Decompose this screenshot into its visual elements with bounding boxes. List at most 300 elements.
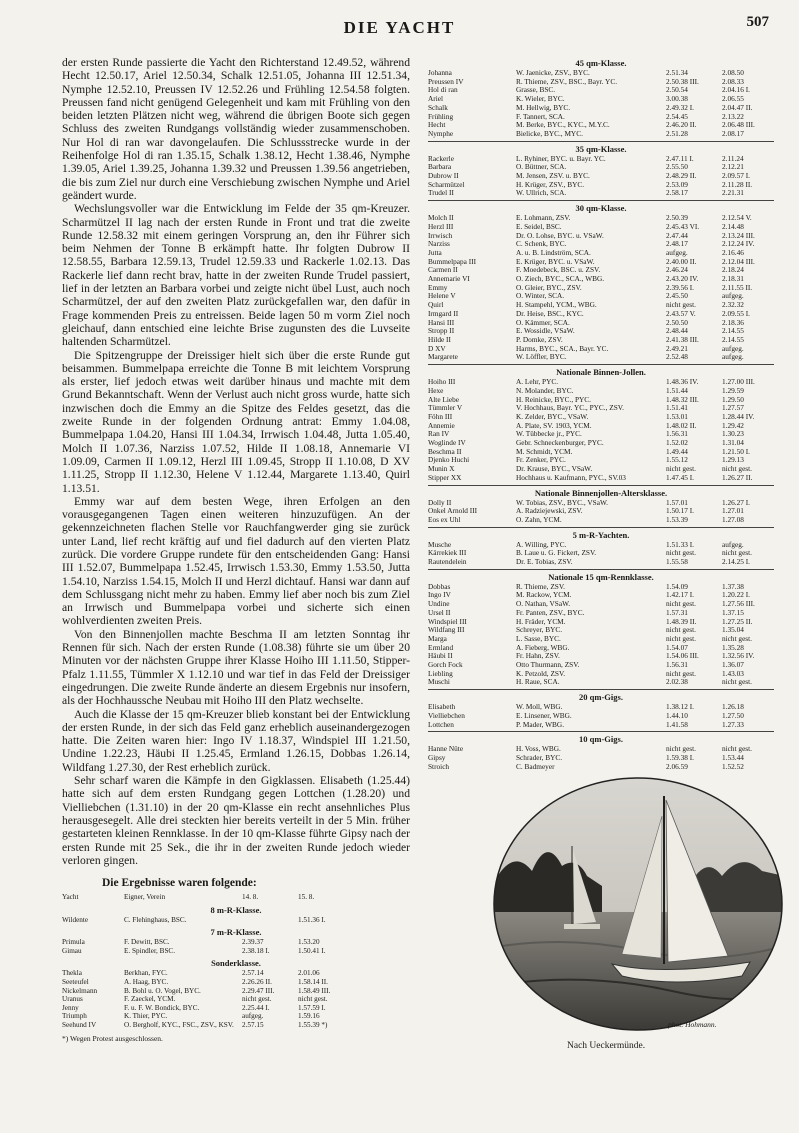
table-cell: O. Nathan, VSaW. xyxy=(516,600,571,609)
results-heading: Die Ergebnisse waren folgende: xyxy=(102,877,257,890)
table-cell: Schreyer, BYC. xyxy=(516,626,563,635)
table-cell: Stroich xyxy=(428,762,450,771)
table-cell: nicht gest. xyxy=(242,995,272,1004)
table-row xyxy=(428,422,774,431)
table-row xyxy=(428,172,774,181)
table-row xyxy=(428,284,774,293)
table-cell: Helene V xyxy=(428,292,456,301)
table-cell: 2.25.44 I. xyxy=(242,1003,270,1012)
table-cell: Eos ex Uhl xyxy=(428,515,461,524)
table-cell: O. Zahn, YCM. xyxy=(516,515,562,524)
table-cell: A. Haag, BYC. xyxy=(124,978,169,987)
table-cell: 1.57.59 I. xyxy=(298,1003,326,1012)
table-cell: Fr. Hahn, ZSV. xyxy=(516,652,560,661)
table-cell: Primula xyxy=(62,938,85,947)
table-cell: 2.18.31 xyxy=(722,275,744,284)
table-cell: 1.54.09 xyxy=(666,582,688,591)
table-cell: A. u. B. Lindström, SCA. xyxy=(516,248,591,257)
table-cell: 1.26.18 xyxy=(722,703,744,712)
table-cell: 1.56.31 xyxy=(666,430,688,439)
table-cell: 2.48.29 II. xyxy=(666,172,697,181)
table-cell: 1.50.17 I. xyxy=(666,507,694,516)
table-cell: P. Domke, ZSV. xyxy=(516,335,563,344)
table-cell: 2.01.06 xyxy=(298,969,320,978)
table-cell: 1.27.33 xyxy=(722,720,744,729)
table-cell: M. Hellwig, BYC. xyxy=(516,103,571,112)
table-cell: nicht gest. xyxy=(298,995,328,1004)
article-paragraph: Emmy war auf dem besten Wege, ihren Erfolgen an den vorausgegangenen Tagen einen weiteren hinzuzufügen. An der gekennzeichneten flachen Stelle vor Rauchfangwerder ging sie zurück unter Land, lief recht kräftig auf und fiel dadurch auf den vierten Platz zurück. Die vordere Gruppe rundete für den entscheidenden Gang: Hansi III 1.52.07, Bummelpapa 1.52.45, Irrwisch 1.53.30, Emmy 1.53.50, Jutta 1.54.10, Narziss 1.54.15, Molch II und Herzl dichtauf. Hansi war dann auf dem Schlussgang nicht mehr zu haben. Emmy lief aber noch bis zum Ziel an Irrwisch und Bummelpapa vorbei und sicherte sich einen wohlverdienten zweiten Preis. xyxy=(62,494,410,628)
table-cell: 2.45.43 VI. xyxy=(666,222,700,231)
table-row xyxy=(428,249,774,258)
table-cell: Windspiel III xyxy=(428,617,467,626)
table-cell: nicht gest. xyxy=(722,678,752,687)
table-cell: 2.51.28 xyxy=(666,129,688,138)
table-row xyxy=(428,345,774,354)
table-row xyxy=(62,978,410,987)
table-cell: nicht gest. xyxy=(722,465,752,474)
table-cell: 1.58.14 II. xyxy=(298,978,328,987)
table-cell: F. Zaeckel, YCM. xyxy=(124,995,176,1004)
table-cell: Molch II xyxy=(428,214,454,223)
table-cell: 2.43.20 IV. xyxy=(666,275,699,284)
table-row xyxy=(428,626,774,635)
table-cell: Beschma II xyxy=(428,447,462,456)
table-cell: W. Jaenicke, ZSV., BYC. xyxy=(516,69,590,77)
table-cell: K. Petzold, ZSV. xyxy=(516,669,566,678)
table-cell: 1.42.17 I. xyxy=(666,591,694,600)
table-cell: 1.38.12 I. xyxy=(666,703,694,712)
table-cell: 2.52.48 xyxy=(666,353,688,362)
table-cell: Fr. Zenker, PYC. xyxy=(516,456,566,465)
table-cell: Dr. Krause, BYC., VSaW. xyxy=(516,465,593,474)
table-cell: M. Berke, BYC., KYC., M.Y.C. xyxy=(516,121,610,130)
class-heading: 8 m-R-Klasse. xyxy=(210,904,262,915)
table-cell: nicht gest. xyxy=(722,745,752,754)
table-row xyxy=(428,240,774,249)
table-cell: Seehund IV xyxy=(62,1021,97,1030)
table-cell: Ariel xyxy=(428,95,443,104)
table-cell: 1.29.42 xyxy=(722,421,744,430)
table-cell: 1.27.01 xyxy=(722,507,744,516)
table-cell: 2.11.24 xyxy=(722,154,744,163)
table-cell: Carmen II xyxy=(428,266,458,275)
table-cell: 2.49.21 xyxy=(666,344,688,353)
table-cell: H. Reinicke, BYC., PYC. xyxy=(516,395,591,404)
table-cell: 2.55.50 xyxy=(666,163,688,172)
table-cell: 2.12.54 V. xyxy=(722,214,752,223)
table-cell: Scharmützel xyxy=(428,180,465,189)
table-cell: O. Ziech, BYC., SCA., WBG. xyxy=(516,275,605,284)
table-cell: 2.43.57 V. xyxy=(666,309,696,318)
table-cell: 2.06.59 xyxy=(666,762,688,771)
table-cell: aufgeg. xyxy=(722,353,744,362)
photo-credit: phot. Hohmann. xyxy=(668,1020,717,1029)
table-row xyxy=(428,292,774,301)
table-cell: 2.11.55 II. xyxy=(722,283,753,292)
table-row xyxy=(428,600,774,609)
table-row xyxy=(428,301,774,310)
table-cell: Dubrow II xyxy=(428,172,459,181)
table-cell: Kärrekiek III xyxy=(428,549,467,558)
table-cell: C. Flehinghaus, BSC. xyxy=(124,915,187,924)
table-cell: 1.37.38 xyxy=(722,582,744,591)
table-cell: Herzl III xyxy=(428,222,454,231)
class-heading: 30 qm-Klasse. xyxy=(575,203,627,214)
table-cell: Irmgard II xyxy=(428,309,459,318)
table-cell: R. Thieme, ZSV., BSC., Bayr. YC. xyxy=(516,77,618,86)
table-cell: 2.04.47 II. xyxy=(722,103,753,112)
table-cell: 2.49.32 I. xyxy=(666,103,694,112)
table-cell: Hanne Nüte xyxy=(428,745,464,754)
table-cell: 1.37.15 xyxy=(722,608,744,617)
table-cell: C. Schenk, BYC. xyxy=(516,240,567,249)
table-cell: Jutta xyxy=(428,248,442,257)
table-cell: 2.08.17 xyxy=(722,129,744,138)
section-divider xyxy=(428,527,774,528)
table-cell: E. Wossidle, VSaW. xyxy=(516,327,575,336)
table-cell: 1.43.03 xyxy=(722,669,744,678)
table-cell: 2.26.26 II. xyxy=(242,978,272,987)
table-cell: 1.53.01 xyxy=(666,412,688,421)
table-cell: Uranus xyxy=(62,995,83,1004)
table-row xyxy=(62,969,410,978)
sailing-photo xyxy=(492,776,784,1032)
table-row xyxy=(428,618,774,627)
table-cell: 2.13.22 xyxy=(722,112,744,121)
table-row xyxy=(428,583,774,592)
table-cell: W. Ullrich, SCA. xyxy=(516,189,567,198)
table-cell: Narziss xyxy=(428,240,450,249)
class-heading: 10 qm-Gigs. xyxy=(579,734,623,745)
class-heading: 5 m-R-Yachten. xyxy=(572,529,630,540)
table-cell: 1.32.56 IV. xyxy=(722,652,755,661)
table-cell: 2.12.24 IV. xyxy=(722,240,755,249)
table-cell: Hansi III xyxy=(428,318,455,327)
table-cell: L. Ryhiner, BYC. u. Bayr. YC. xyxy=(516,154,606,163)
table-cell: 2.18.36 xyxy=(722,318,744,327)
table-cell: Stipper XX xyxy=(428,473,462,482)
section-divider xyxy=(428,364,774,365)
table-row xyxy=(428,678,774,687)
table-cell: L. Sasse, BYC. xyxy=(516,634,561,643)
table-cell: 1.54.07 xyxy=(666,643,688,652)
table-cell: K. Thier, PYC. xyxy=(124,1012,168,1021)
table-cell: 2.39.56 I. xyxy=(666,283,694,292)
table-cell: nicht gest. xyxy=(666,301,696,310)
table-cell: 1.48.36 IV. xyxy=(666,378,699,387)
table-cell: 1.35.28 xyxy=(722,643,744,652)
table-cell: 1.51.36 I. xyxy=(298,915,326,924)
table-cell: H. Fräder, YCM. xyxy=(516,617,566,626)
table-cell: Dr. E. Tobias, ZSV. xyxy=(516,558,573,567)
table-cell: O. Gleier, BYC., ZSV. xyxy=(516,283,582,292)
table-cell: 2.48.44 xyxy=(666,327,688,336)
table-cell: 2.14.25 I. xyxy=(722,558,750,567)
table-cell: 1.58.49 III. xyxy=(298,986,331,995)
table-cell: 2.08.33 xyxy=(722,77,744,86)
page-number: 507 xyxy=(746,14,769,30)
table-cell: E. Seidel, BSC. xyxy=(516,222,562,231)
section-divider xyxy=(428,141,774,142)
table-cell: 1.59.38 I. xyxy=(666,754,694,762)
table-cell: Hochhaus u. Kaufmann, PYC., SV.03 xyxy=(516,473,626,482)
table-cell: Jenny xyxy=(62,1003,79,1012)
table-cell: Woglinde IV xyxy=(428,439,466,448)
table-row xyxy=(428,541,774,550)
table-cell: Ermland xyxy=(428,643,454,652)
table-cell: aufgeg. xyxy=(666,248,688,257)
table-row xyxy=(428,721,774,730)
table-cell: 1.55.39 *) xyxy=(298,1021,328,1030)
table-cell: Musche xyxy=(428,540,452,549)
table-cell: 2.45.50 xyxy=(666,292,688,301)
table-cell: Hilde II xyxy=(428,335,451,344)
table-cell: H. Stampehl, YCM., WBG. xyxy=(516,301,597,310)
column-header: Eigner, Verein xyxy=(124,893,166,902)
table-cell: Lottchen xyxy=(428,720,454,729)
table-row xyxy=(428,69,774,78)
table-cell: C. Badmeyer xyxy=(516,762,555,771)
table-cell: 1.26.27 II. xyxy=(722,473,753,482)
table-cell: Tümmler V xyxy=(428,404,463,413)
table-row xyxy=(428,745,774,754)
table-cell: D XV xyxy=(428,344,446,353)
table-cell: aufgeg. xyxy=(722,292,744,301)
article-text xyxy=(62,56,410,867)
table-cell: 2.09.55 I. xyxy=(722,309,750,318)
table-cell: 1.29.50 xyxy=(722,395,744,404)
table-row xyxy=(428,754,774,763)
table-cell: E. Lohmann, ZSV. xyxy=(516,214,571,223)
table-cell: W. Tobias, ZSV., BYC., VSaW. xyxy=(516,498,609,507)
table-cell: 2.40.00 II. xyxy=(666,257,697,266)
table-row xyxy=(428,465,774,474)
table-cell: F. Moedebeck, BSC. u. ZSV. xyxy=(516,266,601,275)
table-row xyxy=(428,378,774,387)
table-cell: Emmy xyxy=(428,283,448,292)
page-title: DIE YACHT xyxy=(343,18,456,37)
table-cell: R. Thieme, ZSV. xyxy=(516,582,565,591)
table-row xyxy=(428,189,774,198)
table-cell: 2.46.20 II. xyxy=(666,121,697,130)
table-row xyxy=(428,232,774,241)
table-row xyxy=(428,319,774,328)
table-cell: 1.35.04 xyxy=(722,626,744,635)
table-cell: 1.28.44 IV. xyxy=(722,412,755,421)
table-cell: W. Moll, WBG. xyxy=(516,703,563,712)
table-cell: 2.57.14 xyxy=(242,969,264,978)
table-row xyxy=(428,95,774,104)
results-table-left xyxy=(62,893,410,1030)
table-cell: M. Rackow, YCM. xyxy=(516,591,572,600)
table-cell: A. Radziejewski, ZSV. xyxy=(516,507,583,516)
table-cell: 1.51.41 xyxy=(666,404,688,413)
table-cell: 1.52.52 xyxy=(722,762,744,771)
table-row xyxy=(428,181,774,190)
table-cell: B. Bohl u. O. Vogel, BYC. xyxy=(124,986,201,995)
table-row xyxy=(428,223,774,232)
table-cell: Hol di ran xyxy=(428,86,458,95)
table-row xyxy=(428,499,774,508)
table-cell: Djenko Huchi xyxy=(428,456,470,465)
table-cell: H. Krüger, ZSV., BYC. xyxy=(516,180,585,189)
table-cell: 2.46.24 xyxy=(666,266,688,275)
table-cell: Preussen IV xyxy=(428,77,464,86)
table-cell: Schrader, BYC. xyxy=(516,754,563,762)
table-cell: Alte Liebe xyxy=(428,395,459,404)
table-row xyxy=(428,336,774,345)
table-cell: 1.48.32 III. xyxy=(666,395,699,404)
table-cell: Dobbas xyxy=(428,582,451,591)
table-cell xyxy=(242,916,298,925)
table-cell: Berkhan, FYC. xyxy=(124,969,168,978)
table-cell: Gimau xyxy=(62,946,82,955)
table-cell: 2.50.39 xyxy=(666,214,688,223)
table-cell: aufgeg. xyxy=(242,1012,264,1021)
table-cell: Dr. Heise, BSC., KYC. xyxy=(516,309,584,318)
class-heading: Nationale 15 qm-Rennklasse. xyxy=(548,571,654,582)
table-row xyxy=(428,507,774,516)
table-cell: nicht gest. xyxy=(666,465,696,474)
class-heading: Nationale Binnen-Jollen. xyxy=(556,367,646,378)
article-paragraph: der ersten Runde passierte die Yacht den Richterstand 12.49.52, während Hecht 12.50.17, Ariel 12.50.34, Schalk 12.51.05, Johanna III 12.51.34, Nymphe 12.52.10, Preussen IV 12.52.26 und Frühling 12.54.58 folgten. Preussen fand nicht genügend Gelegenheit und kam mit Frühling von den beiden letzten Plätzen nicht weg, während die übrigen Boote sich gegen Schluss des zweiten Rundgangs vollständig wieder zusammenschoben. Nur Hol di ran war davongelaufen. Die Schlussstrecke wurde in der Reihenfolge Hol di ran 1.35.15, Schalk 1.38.12, Hecht 1.38.46, Nymphe 1.39.05, Ariel 1.39.25, Johanna 1.39.32 und Preussen 1.39.56 angetrieben, die bis zum Ziel nur durch eine Verschiebung zwischen Nymphe und Ariel geändert wurde. xyxy=(62,56,410,202)
table-row xyxy=(428,661,774,670)
table-row xyxy=(428,327,774,336)
table-row xyxy=(428,387,774,396)
table-row xyxy=(428,121,774,130)
table-cell: 1.59.16 xyxy=(298,1012,320,1021)
table-cell: 2.50.54 xyxy=(666,86,688,95)
table-cell: 1.44.10 xyxy=(666,711,688,720)
results-table-header xyxy=(62,893,410,902)
class-heading: Nationale Binnenjollen-Altersklasse. xyxy=(534,487,668,498)
footnote: *) Wegen Protest ausgeschlossen. xyxy=(62,1033,163,1043)
table-cell: Ingo IV xyxy=(428,591,451,600)
table-cell: Stropp II xyxy=(428,327,455,336)
table-row xyxy=(428,763,774,772)
table-cell: 2.08.50 xyxy=(722,69,744,77)
column-header: 14. 8. xyxy=(242,893,259,902)
table-row xyxy=(428,712,774,721)
table-cell: 1.27.57 xyxy=(722,404,744,413)
table-cell: P. Mader, WBG. xyxy=(516,720,565,729)
table-cell: 2.29.47 III. xyxy=(242,986,275,995)
table-cell: 1.27.56 III. xyxy=(722,600,755,609)
table-cell: B. Laue u. G. Fickert, ZSV. xyxy=(516,549,597,558)
table-row xyxy=(62,1012,410,1021)
table-cell: Nickelmann xyxy=(62,986,98,995)
table-row xyxy=(428,516,774,525)
article-paragraph: Die Spitzengruppe der Dreissiger hielt sich über die erste Runde gut beisammen. Bummelpapa erreichte die Tonne B mit leichtem Vorsprung als erster, lief jedoch etwas weit darüber hinaus und machte mit dem Grund Bekanntschaft. Wenn der Verlust auch nicht gross wurde, hatte sich inzwischen doch die Emmy an die Spitze des Feldes gesetzt, das die zweite Runde in der folgenden Ordnung antrat: Emmy 1.04.08, Bummelpapa 1.04.20, Hansi III 1.04.34, Irrwisch 1.04.48, Jutta 1.05.40, Molch II 1.07.36, Narziss 1.07.52, Hilde II 1.08.18, Annemarie VI 1.09.09, Carmen II 1.09.12, Herzl III 1.09.45, Stropp II 1.10.08, D XV 1.11.25, Stropp II 1.12.30, Helene V 1.12.44, Margarete 1.13.40, Quirl 1.13.51. xyxy=(62,348,410,495)
table-cell: aufgeg. xyxy=(722,540,744,549)
table-row xyxy=(428,652,774,661)
table-cell: Häubi II xyxy=(428,652,453,661)
table-cell: Gebr. Schneckenburger, PYC. xyxy=(516,439,604,448)
class-heading: 7 m-R-Klasse. xyxy=(210,927,262,938)
table-cell: 1.30.23 xyxy=(722,430,744,439)
table-cell: 1.26.27 I. xyxy=(722,498,750,507)
table-cell: 1.57.01 xyxy=(666,498,688,507)
table-cell: 2.12.21 xyxy=(722,163,744,172)
table-cell: 2.48.17 xyxy=(666,240,688,249)
table-cell: 1.53.20 xyxy=(298,938,320,947)
table-cell: 1.55.58 xyxy=(666,558,688,567)
table-cell: N. Molander, BYC. xyxy=(516,386,574,395)
table-cell: Otto Thurmann, ZSV. xyxy=(516,661,580,670)
table-cell: F. Dewitt, BSC. xyxy=(124,938,170,947)
class-heading: 35 qm-Klasse. xyxy=(575,143,627,154)
table-cell: H. Voss, WBG. xyxy=(516,745,561,754)
column-header: Yacht xyxy=(62,893,79,902)
table-cell: 2.09.57 I. xyxy=(722,172,750,181)
table-cell: 1.51.44 xyxy=(666,386,688,395)
table-cell: 2.41.38 III. xyxy=(666,335,699,344)
table-cell: Quirl xyxy=(428,301,444,310)
table-cell: 1.56.31 xyxy=(666,661,688,670)
table-row xyxy=(428,439,774,448)
table-row xyxy=(428,214,774,223)
table-cell: W. Tübbecke jr., PYC. xyxy=(516,430,582,439)
page-header xyxy=(0,14,799,38)
table-row xyxy=(428,155,774,164)
column-header: 15. 8. xyxy=(298,893,315,902)
table-cell: A. Fieberg, WBG. xyxy=(516,643,570,652)
table-cell: 1.53.44 xyxy=(722,754,744,762)
table-cell: Gorch Fock xyxy=(428,661,463,670)
table-cell: 1.52.02 xyxy=(666,439,688,448)
table-cell: E. Linsener, WBG. xyxy=(516,711,572,720)
table-cell: 1.27.50 xyxy=(722,711,744,720)
table-row xyxy=(428,310,774,319)
table-cell: M. Schmidt, YCM. xyxy=(516,447,573,456)
table-cell: nicht gest. xyxy=(722,634,752,643)
table-cell: 1.27.00 III. xyxy=(722,378,755,387)
table-cell: aufgeg. xyxy=(722,344,744,353)
table-cell: E. Krüger, BYC. u. VSaW. xyxy=(516,257,595,266)
table-cell: 1.48.02 II. xyxy=(666,421,697,430)
table-cell: O. Bergholf, KYC., FSC., ZSV., KSV. xyxy=(124,1021,234,1030)
table-cell: Bielicke, BYC., MYC. xyxy=(516,129,583,138)
table-row xyxy=(428,644,774,653)
table-cell: Fr. Panten, ZSV., BYC. xyxy=(516,608,585,617)
table-cell: 2.14.55 xyxy=(722,335,744,344)
table-cell: Barbara xyxy=(428,163,452,172)
table-cell: 1.20.22 I. xyxy=(722,591,750,600)
section-divider xyxy=(428,200,774,201)
table-cell: Vielliebchen xyxy=(428,711,465,720)
table-cell: Wildente xyxy=(62,915,89,924)
table-cell: nicht gest. xyxy=(666,634,696,643)
table-row xyxy=(428,104,774,113)
class-heading: Sonderklasse. xyxy=(211,958,261,969)
table-cell: nicht gest. xyxy=(666,549,696,558)
table-row xyxy=(428,635,774,644)
table-cell: 2.16.46 xyxy=(722,248,744,257)
table-cell: Thekla xyxy=(62,969,82,978)
table-cell: 2.06.55 xyxy=(722,95,744,104)
table-row xyxy=(428,703,774,712)
table-row xyxy=(428,474,774,483)
table-cell: 2.38.18 I. xyxy=(242,946,270,955)
table-cell: Trudel II xyxy=(428,189,454,198)
table-cell: Ran IV xyxy=(428,430,450,439)
table-cell: Munin X xyxy=(428,465,455,474)
table-cell: 1.36.07 xyxy=(722,661,744,670)
table-cell: Rautendelein xyxy=(428,558,467,567)
article-paragraph: Auch die Klasse der 15 qm-Kreuzer blieb konstant bei der Entwicklung der ersten Runde, in der sich das Feld ganz erheblich auseinandergezogen hatte. Die Zeiten waren hier: Ingo IV 1.18.37, Windspiel III 1.21.50, Undine 1.22.23, Häubi II 1.25.45, Ermland 1.26.15, Dobbas 1.26.14, Wildfang 1.27.30, der Rest erheblich zurück. xyxy=(62,707,410,774)
table-cell: O. Büttner, SCA. xyxy=(516,163,567,172)
table-cell: E. Spindler, BSC. xyxy=(124,946,176,955)
